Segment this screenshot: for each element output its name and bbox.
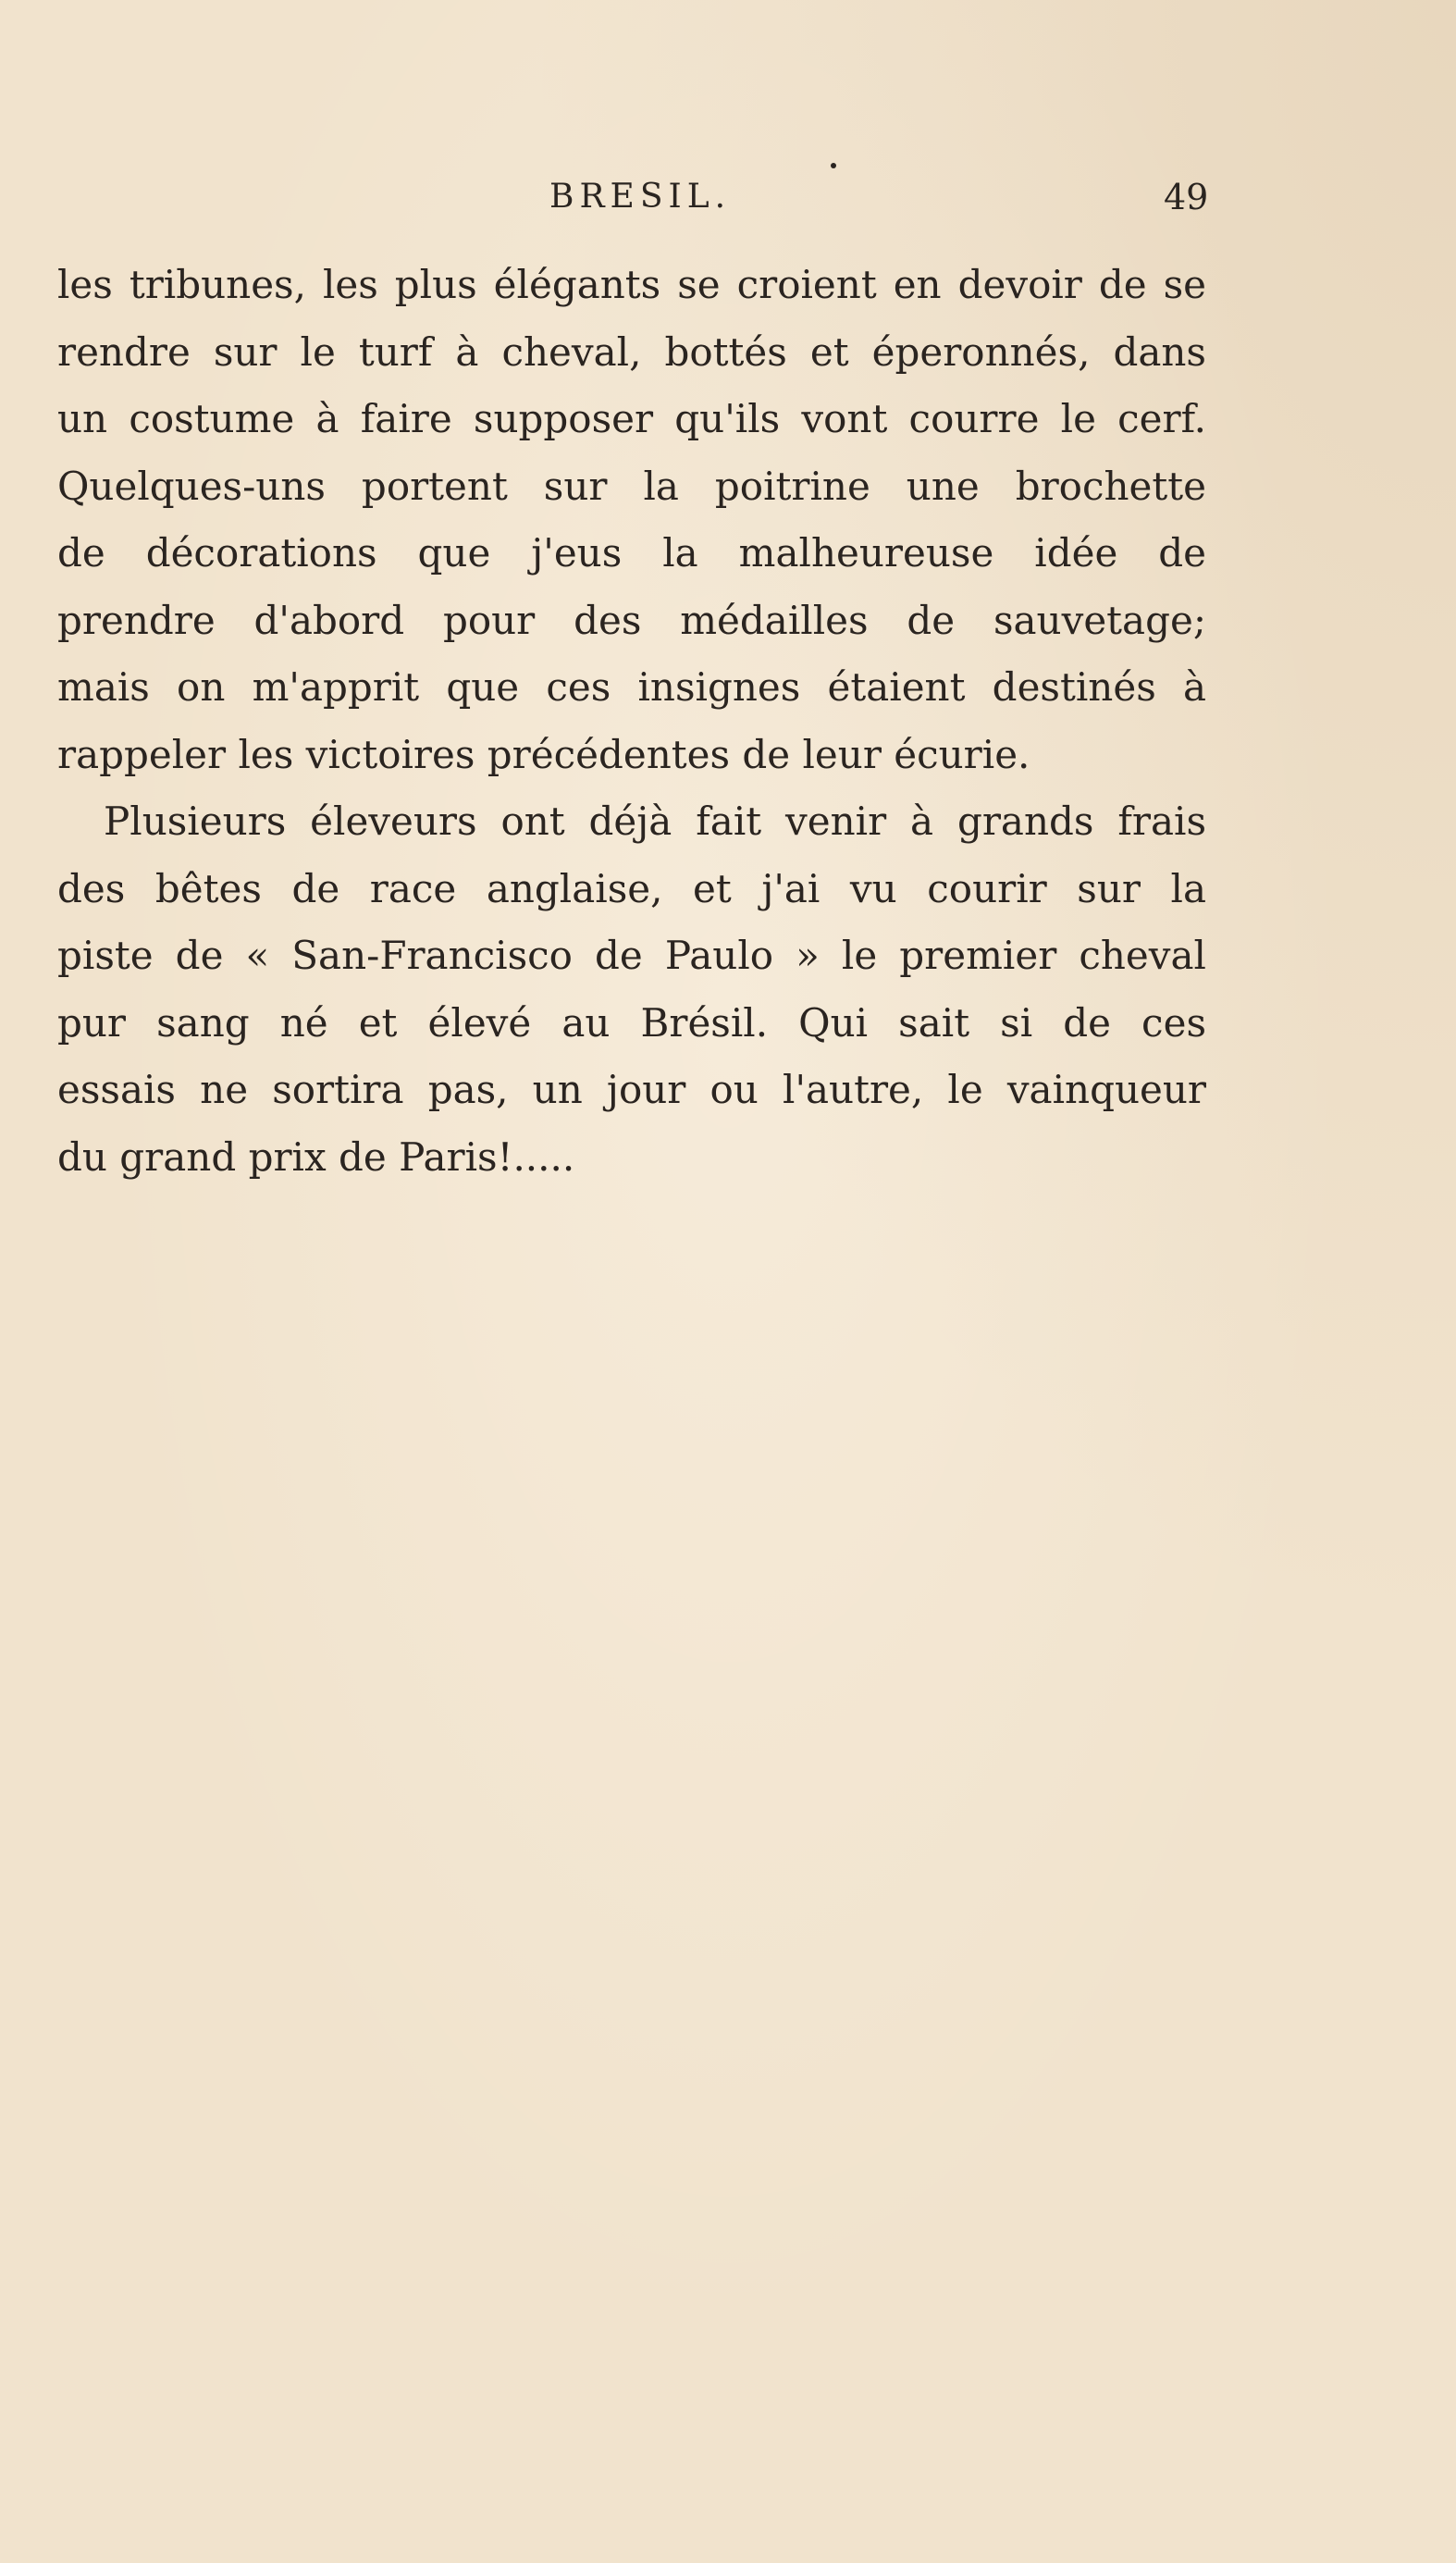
- text-line: essais ne sortira pas, un jour ou l'autre, le vainqueur: [57, 1067, 1206, 1112]
- text-line: mais on m'apprit que ces insignes étaient destinés à: [57, 664, 1206, 710]
- text-line: du grand prix de Paris!.....: [57, 1133, 575, 1180]
- body-text: [57, 252, 1206, 1191]
- ink-speck: [831, 163, 836, 168]
- running-head: [0, 174, 1456, 220]
- paragraph-1: [57, 252, 1206, 788]
- text-line: pur sang né et élevé au Brésil. Qui sait si de ces: [57, 999, 1206, 1046]
- text-line: Quelques-uns portent sur la poitrine une brochette: [57, 463, 1206, 509]
- paragraph-2: [57, 788, 1206, 1191]
- page-number: 49: [1164, 177, 1209, 217]
- text-line: les tribunes, les plus élégants se croient en devoir de se: [57, 262, 1206, 307]
- text-line: prendre d'abord pour des médailles de sauvetage;: [57, 597, 1206, 643]
- running-head-title: BRESIL.: [549, 178, 732, 216]
- text-line: des bêtes de race anglaise, et j'ai vu courir sur la: [57, 865, 1206, 911]
- text-line: rappeler les victoires précédentes de leur écurie.: [57, 731, 1030, 777]
- text-line: de décorations que j'eus la malheureuse idée de: [57, 530, 1206, 576]
- text-line: piste de « San-Francisco de Paulo » le premier cheval: [57, 933, 1206, 978]
- text-line: Plusieurs éleveurs ont déjà fait venir à grands frais: [104, 799, 1206, 844]
- text-line: un costume à faire supposer qu'ils vont courre le cerf.: [57, 396, 1206, 441]
- text-line: rendre sur le turf à cheval, bottés et éperonnés, dans: [57, 328, 1206, 375]
